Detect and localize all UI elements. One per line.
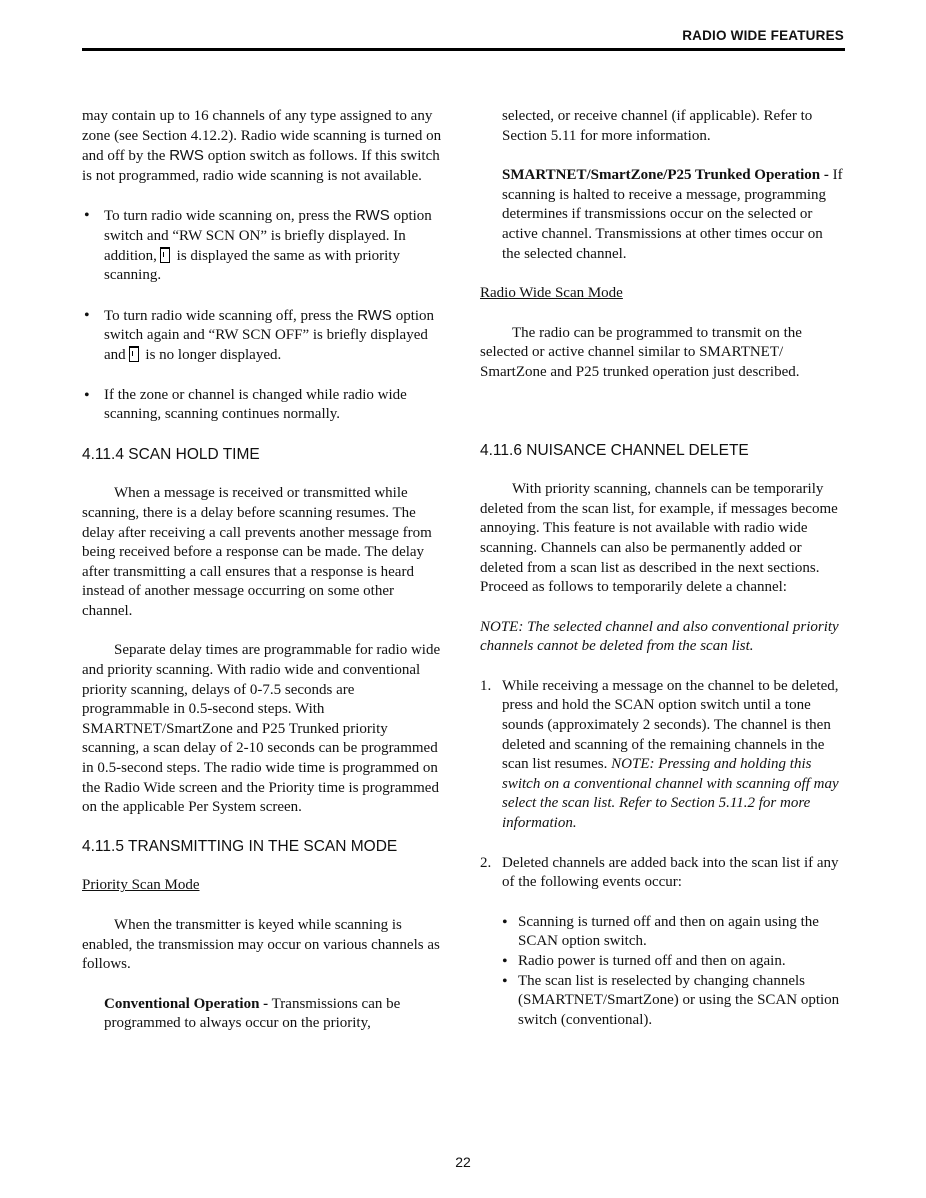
paragraph: selected, or receive channel (if applicable). Refer to Section 5.11 for more information. xyxy=(502,108,813,144)
subheading-radio-wide-scan-mode: Radio Wide Scan Mode xyxy=(480,285,623,302)
left-column xyxy=(82,107,444,1034)
bullet-list xyxy=(82,206,444,424)
radio-wide-scan-icon xyxy=(160,247,170,263)
paragraph: Separate delay times are programmable for radio wide and priority scanning. With radio wide and conventional priority scanning, delays of 0-7.5 seconds are programmable in 0.5-second steps. With SMARTNET/SmartZone and P25 Trunked priority scanning, a scan delay of 2-10 seconds can be programmed in 0.5-second steps. The radio wide time is programmed on the Radio Wide screen and the Priority time is programmed on the applicable Per System screen. xyxy=(82,642,441,816)
radio-wide-scan-icon xyxy=(129,346,139,362)
term-smartnet-operation: SMARTNET/SmartZone/P25 Trunked Operation - xyxy=(502,167,829,184)
paragraph: When a message is received or transmitted while scanning, there is a delay before scanning resumes. The delay after receiving a call prevents another message from being received before a response can be made. The delay after transmitting a call ensures that a response is heard instead of another message occurring on some other channel. xyxy=(82,485,432,619)
page-number: 22 xyxy=(455,1154,471,1170)
subheading-priority-scan-mode: Priority Scan Mode xyxy=(82,877,200,894)
paragraph: With priority scanning, channels can be temporarily deleted from the scan list, for example, if messages become annoying. This feature is not available with radio wide scanning. Channels can also be permanently added or deleted from a scan list as described in the next sections. Proceed as follows to temporarily delete a channel: xyxy=(480,481,838,596)
paragraph: The radio can be programmed to transmit on the selected or active channel similar to SMARTNET/ SmartZone and P25 trunked operation just described. xyxy=(480,324,802,380)
list-item: • Scanning is turned off and then on again using the SCAN option switch. xyxy=(502,913,844,952)
section-heading-4-11-4: 4.11.4 SCAN HOLD TIME xyxy=(82,445,260,463)
term-conventional-operation: Conventional Operation - xyxy=(104,995,269,1012)
list-item: • To turn radio wide scanning off, press the RWS option switch again and “RW SCN OFF” is briefly displayed and is no longer displayed. xyxy=(82,306,444,366)
note: NOTE: The selected channel and also conventional priority channels cannot be deleted from the scan list. xyxy=(480,618,839,655)
section-heading-4-11-6: 4.11.6 NUISANCE CHANNEL DELETE xyxy=(480,441,749,459)
running-header: RADIO WIDE FEATURES xyxy=(682,28,844,43)
list-item: • If the zone or channel is changed while radio wide scanning, scanning continues normally. xyxy=(82,386,444,425)
numbered-list xyxy=(480,677,844,893)
header-rule xyxy=(82,48,845,51)
note: NOTE: Pressing and holding this switch on a conventional channel with scanning off may select the scan list. Refer to Section 5.11.2 for more information. xyxy=(502,756,839,832)
right-column xyxy=(480,107,844,1030)
rws-switch-label: RWS xyxy=(169,147,204,165)
bullet-list xyxy=(480,913,844,1031)
list-item: • Radio power is turned off and then on again. xyxy=(502,952,844,972)
paragraph: When the transmitter is keyed while scanning is enabled, the transmission may occur on various channels as follows. xyxy=(82,917,440,973)
section-heading-4-11-5: 4.11.5 TRANSMITTING IN THE SCAN MODE xyxy=(82,837,398,855)
paragraph: Conventional Operation - Transmissions can be programmed to always occur on the priority, xyxy=(104,995,401,1032)
list-item: 2. Deleted channels are added back into the scan list if any of the following events occur: xyxy=(480,854,839,891)
list-item: • To turn radio wide scanning on, press the RWS option switch and “RW SCN ON” is briefly displayed. In addition, is displayed the same as with priority scanning. xyxy=(82,206,444,285)
list-item: 1. While receiving a message on the channel to be deleted, press and hold the SCAN option switch until a tone sounds (approximately 2 seconds). The channel is then deleted and scanning of the remaining channels in the scan list resumes. NOTE: Pressing and holding this switch on a conventional channel with scanning off may select the scan list. Refer to Section 5.11.2 for more information. xyxy=(480,677,839,832)
list-item: • The scan list is reselected by changing channels (SMARTNET/SmartZone) or using the SCAN option switch (conventional). xyxy=(502,972,844,1031)
paragraph: may contain up to 16 channels of any type assigned to any zone (see Section 4.12.2). Radio wide scanning is turned on and off by the RWS option switch as follows. If this switch is not programmed, radio wide scanning is not available. xyxy=(82,108,442,184)
paragraph: SMARTNET/SmartZone/P25 Trunked Operation - If scanning is halted to receive a message, programming determines if transmissions occur on the selected or active channel. Transmissions at other times occur on the selected channel. xyxy=(502,167,843,262)
